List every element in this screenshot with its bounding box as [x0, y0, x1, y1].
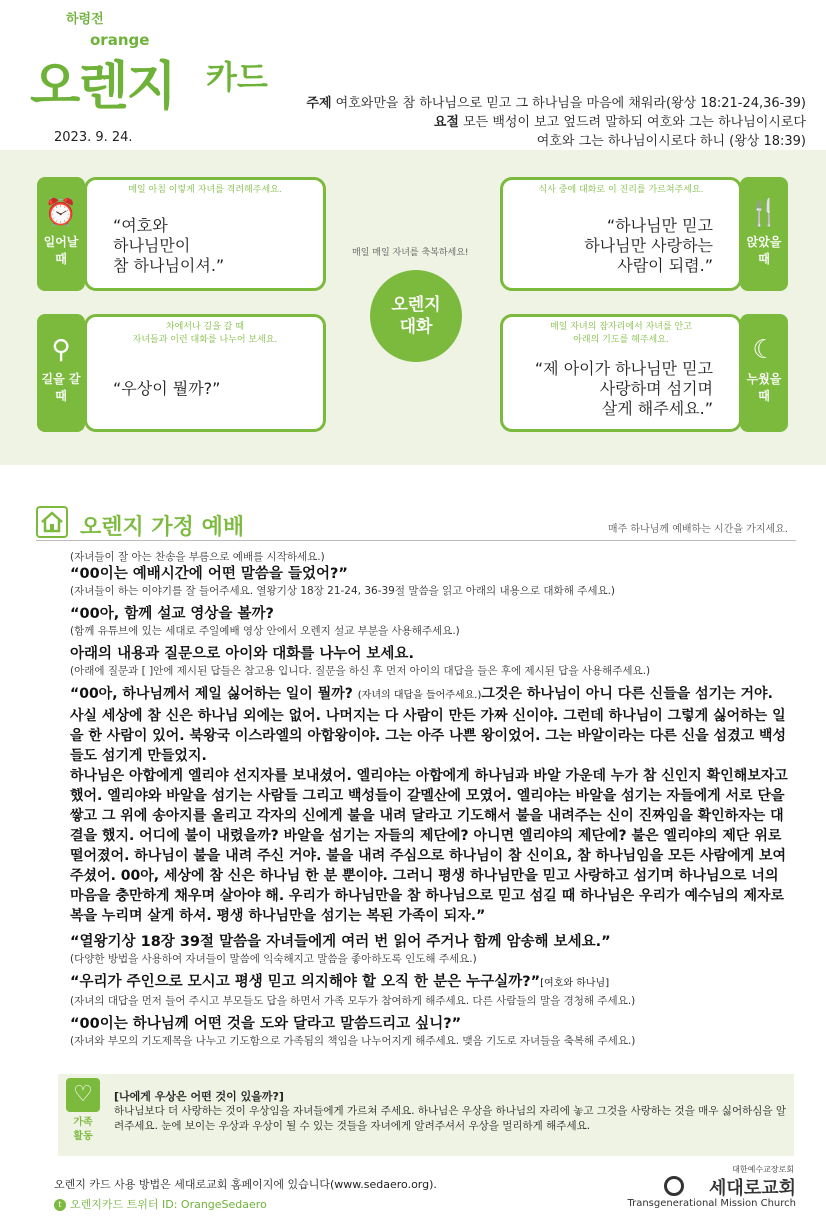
verse-text-2: 여호와 그는 하나님이시로다 하니 (왕상 18:39) — [536, 134, 806, 149]
hint-line: 차에서나 길을 갈 때 — [165, 322, 245, 332]
quote-line: 참 하나님이셔.” — [113, 256, 225, 275]
tab-walk-label-2: 때 — [55, 389, 67, 403]
bubble-lie-quote — [535, 359, 713, 419]
worship-subtitle: 매주 하나님께 예배하는 시간을 가지세요. — [607, 524, 788, 535]
logo-card-text: 카드 — [206, 58, 268, 96]
tab-sit-label-1: 앉았을 — [746, 235, 782, 249]
instruction: (함께 유튜브에 있는 세대로 주일예배 영상 안에서 오렌지 설교 부분을 사용해주세요.) — [70, 625, 460, 637]
instruction: (다양한 방법을 사용하여 자녀들이 말씀에 익숙해지고 말씀을 좋아하도록 인도해 주세요.) — [70, 953, 477, 965]
bubble-lie — [500, 314, 742, 432]
bubble-lie-hint — [503, 321, 739, 347]
tab-sit-label-2: 때 — [758, 252, 770, 266]
church-name: 세대로교회 — [709, 1178, 796, 1199]
center-title-2: 대화 — [399, 317, 433, 337]
question: “00아, 함께 설교 영상을 볼까? — [70, 606, 274, 622]
hint-line: 매일 자녀의 잠자리에서 자녀를 안고 — [550, 322, 692, 332]
twitter-id: 오렌지카드 트위터 ID: OrangeSedaero — [70, 1198, 267, 1211]
activity-body: 하나님보다 더 사랑하는 것이 우상임을 자녀들에게 가르쳐 주세요. 하나님은 우상을 하나님의 자리에 놓고 그것을 사랑하는 것을 매우 싫어하심을 알려주세요. 눈에 보이는 우상과 우상이 될 수 있는 것들을 자녀에게 알려주셔서 우상을 멀리하게 해주세요. — [114, 1105, 786, 1132]
theme-label: 주제 — [306, 96, 332, 111]
alarm-clock-icon: ⏰ — [44, 198, 78, 228]
tab-wake-label-1: 일어날 — [43, 235, 79, 249]
instruction: (자녀들이 잘 아는 찬송을 부름으로 예배를 시작하세요.) — [70, 551, 325, 563]
bubble-sit-hint: 식사 중에 대화로 이 진리를 가르쳐주세요. — [538, 185, 704, 195]
date: 2023. 9. 24. — [54, 130, 133, 145]
quote-line: 하나님만 사랑하는 — [584, 236, 713, 255]
question: “열왕기상 18장 39절 말씀을 자녀들에게 여러 번 읽어 주거나 함께 암송해 보세요.” — [70, 934, 611, 950]
story-paragraph-2: 하나님은 아합에게 엘리야 선지자를 보내셨어. 엘리야는 아합에게 하나님과 바알 가운데 누가 참 신인지 확인해보자고 했어. 엘리야와 바알을 섬기는 사람들 그리고 백성들이 갈멜산에 모였어. 엘리야는 바알을 섬기는 자들에게 서로 단을 쌓고 그 위에 송아지를 올리고 각자의 신에게 불을 내려 달라고 기도해서 불을 내려주는 신이 진짜임을 확인하자는 대결을 했지. 어디에 불이 내렸을까? 바알을 섬기는 자들의 제단에? 아니면 엘리야의 제단에? 불은 엘리야의 제단 위로 떨어졌어. 하나님이 불을 내려 주신 거야. 불을 내려 주심으로 하나님이 참 신이요, 참 하나님임을 모든 사람에게 보여 주셨어. 00아, 세상에 참 신은 하나님 한 분 뿐이야. 그러니 평생 하나님만을 믿고 사랑하고 섬기며 하나님으로 너의 마음을 충만하게 채우며 살아야 해. 우리가 하나님만을 참 하나님으로 믿고 섬길 때 하나님은 우리가 예수님의 제자로 복을 누리며 살게 하셔. 평생 하나님만을 섬기는 복된 가족이 되자.” — [70, 768, 788, 924]
question — [70, 972, 790, 994]
activity-label-2: 활동 — [73, 1131, 93, 1142]
quote-line: 하나님만이 — [113, 236, 191, 255]
logo-orange-text: orange — [90, 31, 150, 49]
bubble-wake — [84, 177, 326, 291]
tab-wake — [37, 177, 85, 291]
instruction: (자녀의 대답을 먼저 들어 주시고 부모들도 답을 하면서 가족 모두가 참여하게 해주세요. 다른 사람들의 말을 경청해 주세요.) — [70, 995, 636, 1007]
tab-walk — [37, 314, 85, 432]
center-title-1: 오렌지 — [391, 295, 441, 315]
hint-line: 아래의 기도를 해주세요. — [573, 335, 669, 345]
theme-block — [306, 94, 806, 151]
tab-wake-label-2: 때 — [55, 252, 67, 266]
quote-line: “제 아이가 하나님만 믿고 — [534, 359, 713, 378]
tab-lie — [740, 314, 788, 432]
quote-line: 살게 해주세요.” — [601, 399, 713, 418]
hint-line: 자녀들과 이런 대화를 나누어 보세요. — [132, 335, 278, 345]
verse-text-1: 모든 백성이 보고 엎드려 말하되 여호와 그는 하나님이시로다 — [463, 115, 806, 130]
signpost-icon: ⚲ — [51, 335, 71, 365]
quote-line: 사람이 되렴.” — [617, 256, 713, 275]
logo-main: 오렌지 — [30, 57, 175, 117]
footer-usage-text: 오렌지 카드 사용 방법은 세대로교회 홈페이지에 있습니다(www.sedaero.org). — [54, 1178, 437, 1191]
story-question: “00아, 하나님께서 제일 싫어하는 일이 뭘까? — [70, 686, 353, 702]
bubble-walk-quote: “우상이 뭘까?” — [113, 379, 221, 398]
moon-icon: ☾ — [752, 335, 776, 365]
instruction: (자녀와 부모의 기도제목을 나누고 기도함으로 가족됨의 책임을 나누어지게 해주세요. 맺음 기도로 자녀들을 축복해 주세요.) — [70, 1035, 636, 1047]
activity-label — [66, 1116, 100, 1144]
story-paragraph-1 — [70, 684, 790, 766]
tab-walk-label-1: 길을 갈 — [41, 372, 81, 386]
heart-icon: ♡ — [66, 1078, 100, 1112]
tab-lie-label-2: 때 — [758, 389, 770, 403]
theme-text: 여호와만을 참 하나님으로 믿고 그 하나님을 마음에 채워라(왕상 18:21-24,36-39) — [335, 96, 806, 111]
worship-header — [36, 506, 796, 544]
activity-label-1: 가족 — [73, 1117, 93, 1128]
worship-content — [70, 550, 790, 1048]
bubble-sit-quote — [584, 216, 713, 276]
quote-line: “여호와 — [113, 216, 168, 235]
question: “00이는 하나님께 어떤 것을 도와 달라고 말씀드리고 싶니?” — [70, 1016, 462, 1032]
story-text: 그것은 하나님이 아니 다른 신들을 섬기는 거야. 사실 세상에 참 신은 하나님 외에는 없어. 나머지는 다 사람이 만든 가짜 신이야. 그런데 하나님이 그렇게 싫어하는 일을 한 사람이 있어. 북왕국 이스라엘의 아합왕이야. 그는 아주 나쁜 왕이었어. 그는 바알이라는 다른 신을 섬겼고 백성들도 섬기게 만들었지. — [70, 686, 787, 764]
footer — [0, 1160, 826, 1226]
header — [0, 0, 826, 150]
family-activity — [58, 1074, 794, 1156]
bubble-walk — [84, 314, 326, 432]
footer-twitter[interactable] — [54, 1196, 267, 1212]
bubble-walk-hint — [87, 321, 323, 347]
tab-lie-label-1: 누웠을 — [746, 372, 782, 386]
tab-sit — [740, 177, 788, 291]
worship-title: 오렌지 가정 예배 — [80, 515, 245, 540]
bubble-sit — [500, 177, 742, 291]
twitter-icon: t — [54, 1199, 66, 1211]
logo-small-text: 하령전 — [66, 12, 104, 27]
bubble-wake-quote — [113, 216, 224, 276]
question: “00이는 예배시간에 어떤 말씀을 들었어?” — [70, 566, 348, 582]
quote-line: “하나님만 믿고 — [606, 216, 713, 235]
question: 아래의 내용과 질문으로 아이와 대화를 나누어 보세요. — [70, 646, 414, 662]
church-logo-icon — [664, 1176, 684, 1196]
activity-title: [나에게 우상은 어떤 것이 있을까?] — [114, 1090, 284, 1103]
instruction: (자녀들이 하는 이야기를 잘 들어주세요. 열왕기상 18장 21-24, 36-39절 말씀을 읽고 아래의 내용으로 대화해 주세요.) — [70, 585, 616, 597]
verse-label: 요절 — [433, 115, 459, 130]
church-english-name: Transgenerational Mission Church — [627, 1198, 796, 1209]
church-denomination: 대한예수교장로회 — [732, 1165, 794, 1174]
divider — [36, 540, 796, 541]
fork-knife-icon: 🍴 — [747, 198, 781, 228]
quote-line: 사랑하며 섬기며 — [599, 379, 713, 398]
center-circle — [370, 270, 462, 362]
answer-note: [여호와 하나님] — [540, 978, 610, 989]
story-question-note: (자녀의 대답을 들어주세요.) — [357, 690, 482, 701]
question-text: “우리가 주인으로 모시고 평생 믿고 의지해야 할 오직 한 분은 누구실까?” — [70, 974, 541, 990]
center-arc-text: 매일 매일 자녀를 축복하세요! — [352, 248, 469, 258]
bubble-wake-hint: 매일 아침 이렇게 자녀를 격려해주세요. — [128, 185, 282, 195]
home-icon — [36, 506, 68, 538]
instruction: (아래에 질문과 [ ]안에 제시된 답들은 참고용 입니다. 질문을 하신 후 먼저 아이의 대답을 들은 후에 제시된 답을 사용해주세요.) — [70, 665, 651, 677]
